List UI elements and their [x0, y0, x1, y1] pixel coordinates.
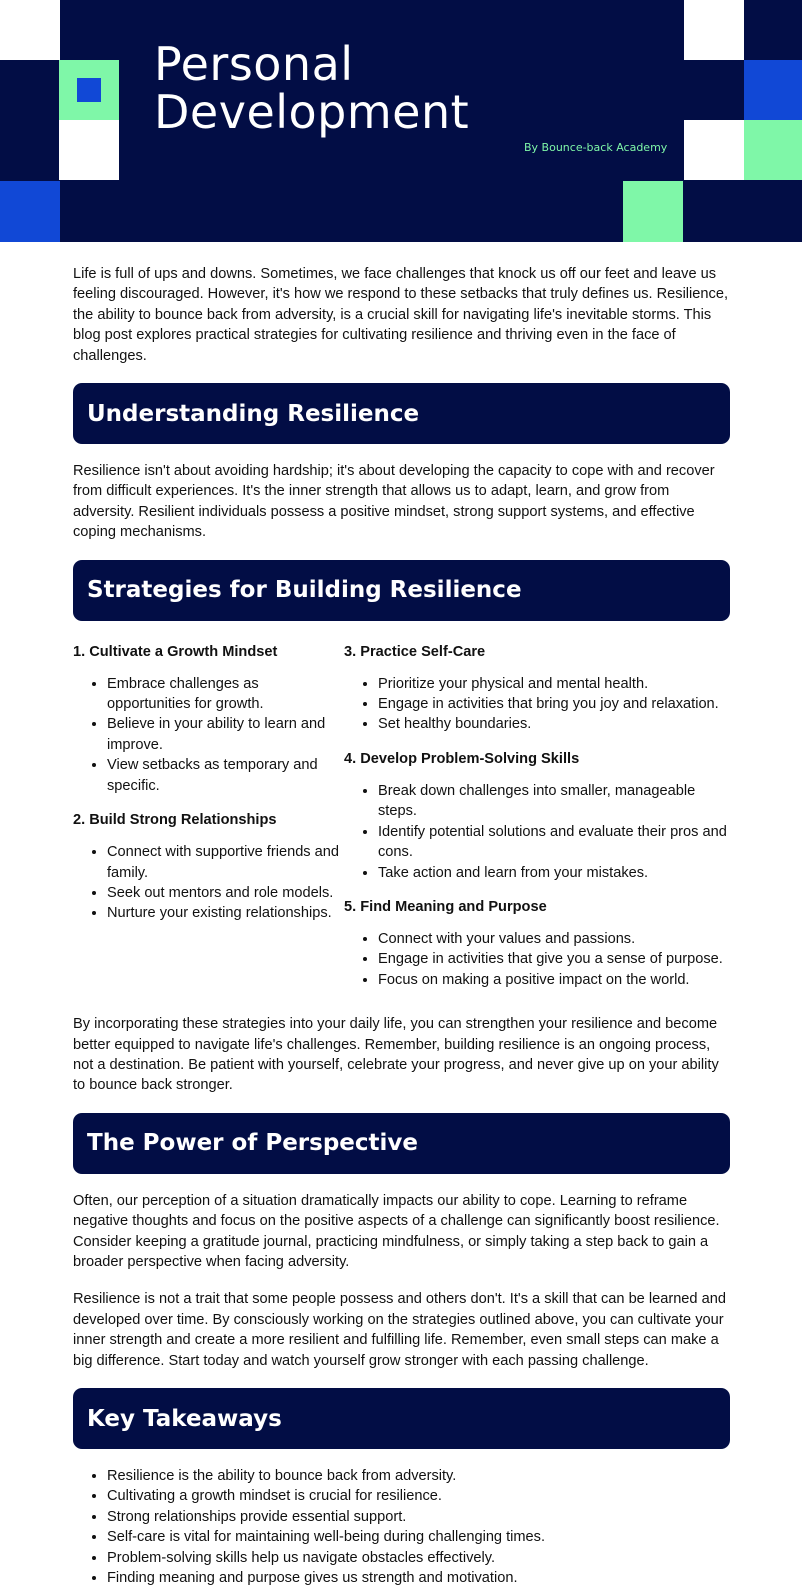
list-item: • Connect with your values and passions. [378, 929, 730, 949]
list-item: • Set healthy boundaries. [378, 714, 730, 734]
list-item: • Strong relationships provide essential support. [107, 1507, 730, 1527]
section-heading-perspective: The Power of Perspective [73, 1113, 730, 1174]
list-item: • Cultivating a growth mindset is crucial for resilience. [107, 1486, 730, 1506]
intro-paragraph: Life is full of ups and downs. Sometimes, we face challenges that knock us off our feet and leave us feeling discouraged. However, it's how we respond to these setbacks that truly defines us. Resilience, the ability to bounce back from adversity, is a crucial skill for navigating life's inevitable storms. This blog post explores practical strategies for cultivating resilience and thriving even in the face of challenges. [73, 266, 728, 364]
strategy-list [73, 842, 344, 924]
strategy-title: 3. Practice Self-Care [344, 643, 486, 660]
strategy-title: 4. Develop Problem-Solving Skills [344, 750, 580, 767]
list-item: • Connect with supportive friends and family. [107, 842, 344, 883]
section-heading-takeaways: Key Takeaways [73, 1388, 730, 1449]
strategy-title: 2. Build Strong Relationships [73, 812, 277, 829]
list-item: • Break down challenges into smaller, manageable steps. [378, 781, 730, 822]
list-item: • Engage in activities that bring you joy and relaxation. [378, 694, 730, 714]
list-item: • Embrace challenges as opportunities for growth. [107, 674, 344, 715]
byline: By Bounce-back Academy [524, 141, 668, 154]
title-line-1: Personal [154, 37, 354, 91]
decor-tile [0, 181, 60, 242]
strategy-title: 5. Find Meaning and Purpose [344, 898, 547, 915]
list-item: • Prioritize your physical and mental health. [378, 674, 730, 694]
list-item: • Identify potential solutions and evaluate their pros and cons. [378, 822, 730, 863]
list-item: • Self-care is vital for maintaining well-being during challenging times. [107, 1527, 730, 1547]
strategies-right-column [344, 638, 730, 1004]
decor-tile [684, 0, 744, 60]
list-item: • Believe in your ability to learn and improve. [107, 714, 344, 755]
list-item: • Engage in activities that give you a sense of purpose. [378, 949, 730, 969]
decor-tile [623, 181, 683, 242]
strategy-list [344, 674, 730, 735]
list-item: • Take action and learn from your mistakes. [378, 863, 730, 883]
article-content [0, 242, 802, 1588]
strategies-columns [73, 638, 730, 1004]
decor-square [77, 78, 101, 102]
strategies-closing-paragraph: By incorporating these strategies into your daily life, you can strengthen your resilience and become better equipped to navigate life's challenges. Remember, building resilience is an ongoing process, not a destination. Be patient with yourself, celebrate your progress, and never give up on your ability to bounce back stronger. [73, 1016, 719, 1094]
list-item: • Problem-solving skills help us navigate obstacles effectively. [107, 1548, 730, 1568]
decor-tile [59, 60, 119, 120]
strategy-list [344, 781, 730, 883]
list-item: • Seek out mentors and role models. [107, 883, 344, 903]
section-heading-strategies: Strategies for Building Resilience [73, 560, 730, 621]
page-title [154, 37, 470, 139]
strategies-left-column [73, 638, 344, 1004]
title-line-2: Development [154, 85, 470, 139]
header-banner [0, 0, 802, 242]
understanding-paragraph: Resilience isn't about avoiding hardship; it's about developing the capacity to cope with and recover from difficult experiences. It's the inner strength that allows us to adapt, learn, and grow from adversity. Resilient individuals possess a positive mindset, strong support systems, and effective coping mechanisms. [73, 463, 715, 541]
decor-tile [0, 0, 60, 60]
list-item: • View setbacks as temporary and specific. [107, 755, 344, 796]
decor-tile [744, 120, 802, 180]
strategy-title: 1. Cultivate a Growth Mindset [73, 643, 278, 660]
decor-tile [744, 60, 802, 120]
list-item: • Focus on making a positive impact on the world. [378, 970, 730, 990]
perspective-paragraph-1: Often, our perception of a situation dramatically impacts our ability to cope. Learning to reframe negative thoughts and focus on the positive aspects of a challenge can significantly boost resilience. Consider keeping a gratitude journal, practicing mindfulness, or simply taking a step back to gain a broader perspective when facing adversity. [73, 1192, 720, 1270]
strategy-list [73, 674, 344, 796]
decor-tile [59, 120, 119, 180]
section-heading-understanding: Understanding Resilience [73, 383, 730, 444]
strategy-list [344, 929, 730, 990]
decor-tile [684, 120, 744, 180]
list-item: • Resilience is the ability to bounce back from adversity. [107, 1466, 730, 1486]
list-item: • Nurture your existing relationships. [107, 903, 344, 923]
list-item: • Finding meaning and purpose gives us strength and motivation. [107, 1568, 730, 1588]
takeaways-list [73, 1466, 730, 1588]
perspective-paragraph-2: Resilience is not a trait that some people possess and others don't. It's a skill that can be learned and developed over time. By consciously working on the strategies outlined above, you can cultivate your inner strength and create a more resilient and fulfilling life. Remember, even small steps can make a big difference. Start today and watch yourself grow stronger with each passing challenge. [73, 1291, 726, 1369]
